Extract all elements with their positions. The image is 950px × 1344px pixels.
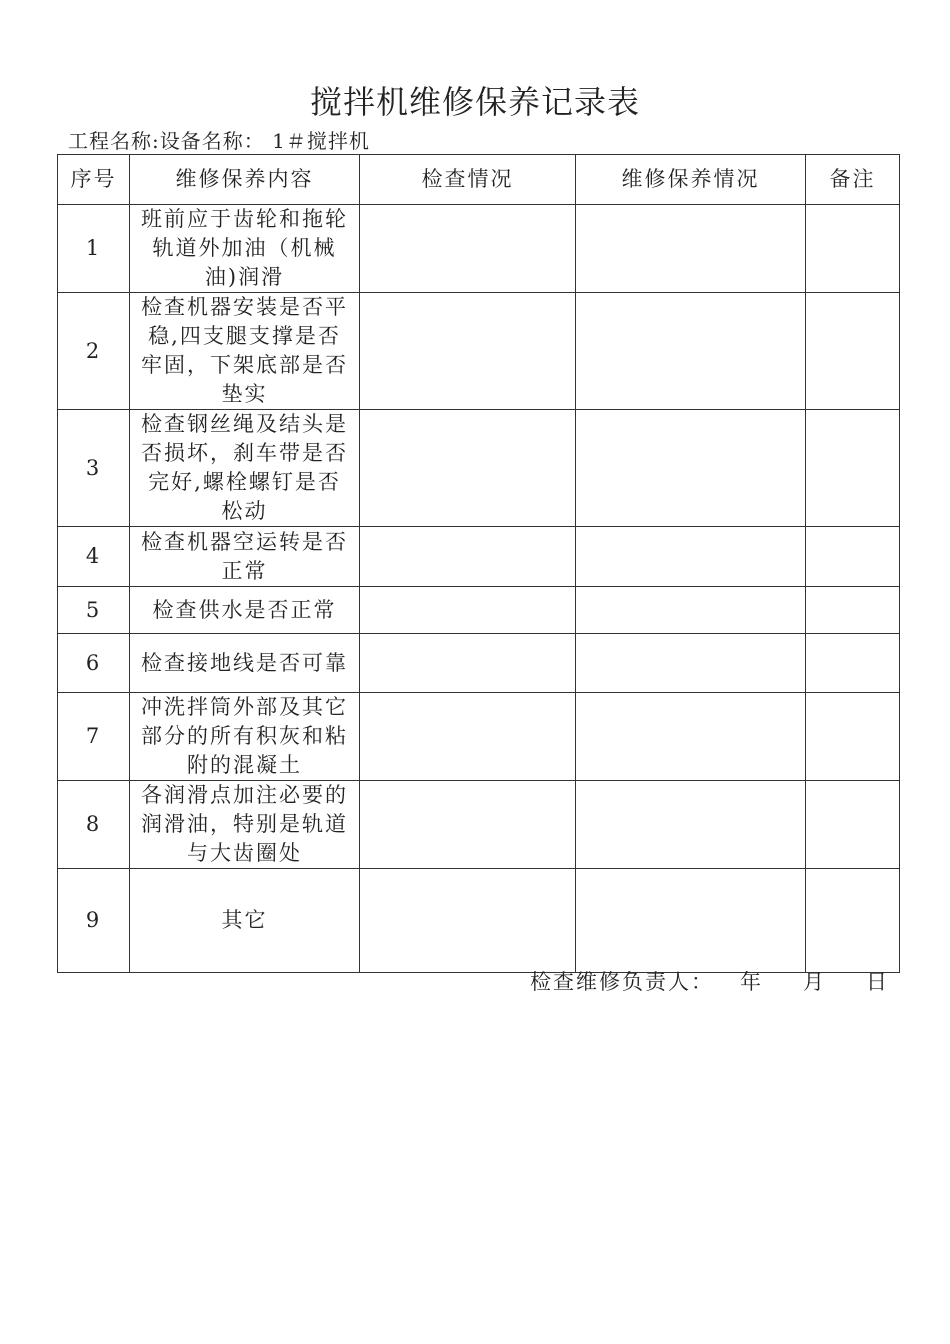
row-number: 1	[58, 205, 130, 293]
inspection-cell[interactable]	[360, 410, 576, 527]
table-row	[58, 781, 900, 869]
page-title: 搅拌机维修保养记录表	[309, 83, 640, 121]
row-content: 其它	[130, 869, 360, 973]
header-inspection-status: 检查情况	[360, 155, 576, 205]
table-row	[58, 869, 900, 973]
header-row	[58, 155, 900, 205]
responsible-person-label: 检查维修负责人：	[530, 970, 714, 994]
table-row	[58, 527, 900, 587]
row-content: 检查机器安装是否平稳,四支腿支撑是否牢固，下架底部是否垫实	[130, 293, 360, 410]
row-content: 检查接地线是否可靠	[130, 634, 360, 693]
maintenance-cell[interactable]	[576, 587, 806, 634]
maintenance-cell[interactable]	[576, 634, 806, 693]
remarks-cell[interactable]	[806, 527, 900, 587]
header-maintenance-content: 维修保养内容	[130, 155, 360, 205]
row-number: 7	[58, 693, 130, 781]
day-label: 日	[866, 970, 889, 994]
maintenance-cell[interactable]	[576, 205, 806, 293]
row-number: 9	[58, 869, 130, 973]
table-row	[58, 205, 900, 293]
maintenance-cell[interactable]	[576, 693, 806, 781]
row-number: 4	[58, 527, 130, 587]
row-content: 检查机器空运转是否正常	[130, 527, 360, 587]
row-number: 5	[58, 587, 130, 634]
inspection-cell[interactable]	[360, 693, 576, 781]
maintenance-cell[interactable]	[576, 293, 806, 410]
remarks-cell[interactable]	[806, 634, 900, 693]
maintenance-cell[interactable]	[576, 869, 806, 973]
row-number: 3	[58, 410, 130, 527]
remarks-cell[interactable]	[806, 781, 900, 869]
remarks-cell[interactable]	[806, 410, 900, 527]
table-row	[58, 693, 900, 781]
inspection-cell[interactable]	[360, 527, 576, 587]
remarks-cell[interactable]	[806, 693, 900, 781]
row-content: 各润滑点加注必要的润滑油，特别是轨道与大齿圈处	[130, 781, 360, 869]
project-equipment-line: 工程名称:设备名称： 1＃搅拌机	[68, 129, 370, 153]
maintenance-cell[interactable]	[576, 527, 806, 587]
row-content: 检查钢丝绳及结头是否损坏，刹车带是否完好,螺栓螺钉是否松动	[130, 410, 360, 527]
header-maintenance-status: 维修保养情况	[576, 155, 806, 205]
header-remarks: 备注	[806, 155, 900, 205]
remarks-cell[interactable]	[806, 293, 900, 410]
inspection-cell[interactable]	[360, 869, 576, 973]
row-number: 2	[58, 293, 130, 410]
inspection-cell[interactable]	[360, 587, 576, 634]
month-label: 月	[803, 970, 826, 994]
inspection-cell[interactable]	[360, 293, 576, 410]
row-content: 冲洗拌筒外部及其它部分的所有积灰和粘附的混凝土	[130, 693, 360, 781]
table-row	[58, 293, 900, 410]
header-serial-number: 序号	[58, 155, 130, 205]
maintenance-cell[interactable]	[576, 781, 806, 869]
remarks-cell[interactable]	[806, 587, 900, 634]
inspection-cell[interactable]	[360, 634, 576, 693]
year-label: 年	[740, 970, 763, 994]
table-row	[58, 410, 900, 527]
inspection-cell[interactable]	[360, 205, 576, 293]
remarks-cell[interactable]	[806, 205, 900, 293]
row-number: 8	[58, 781, 130, 869]
row-content: 检查供水是否正常	[130, 587, 360, 634]
row-content: 班前应于齿轮和拖轮轨道外加油（机械油)润滑	[130, 205, 360, 293]
signature-footer	[530, 967, 889, 997]
row-number: 6	[58, 634, 130, 693]
remarks-cell[interactable]	[806, 869, 900, 973]
maintenance-record-table	[57, 154, 900, 973]
inspection-cell[interactable]	[360, 781, 576, 869]
table-row	[58, 634, 900, 693]
table-row	[58, 587, 900, 634]
maintenance-cell[interactable]	[576, 410, 806, 527]
